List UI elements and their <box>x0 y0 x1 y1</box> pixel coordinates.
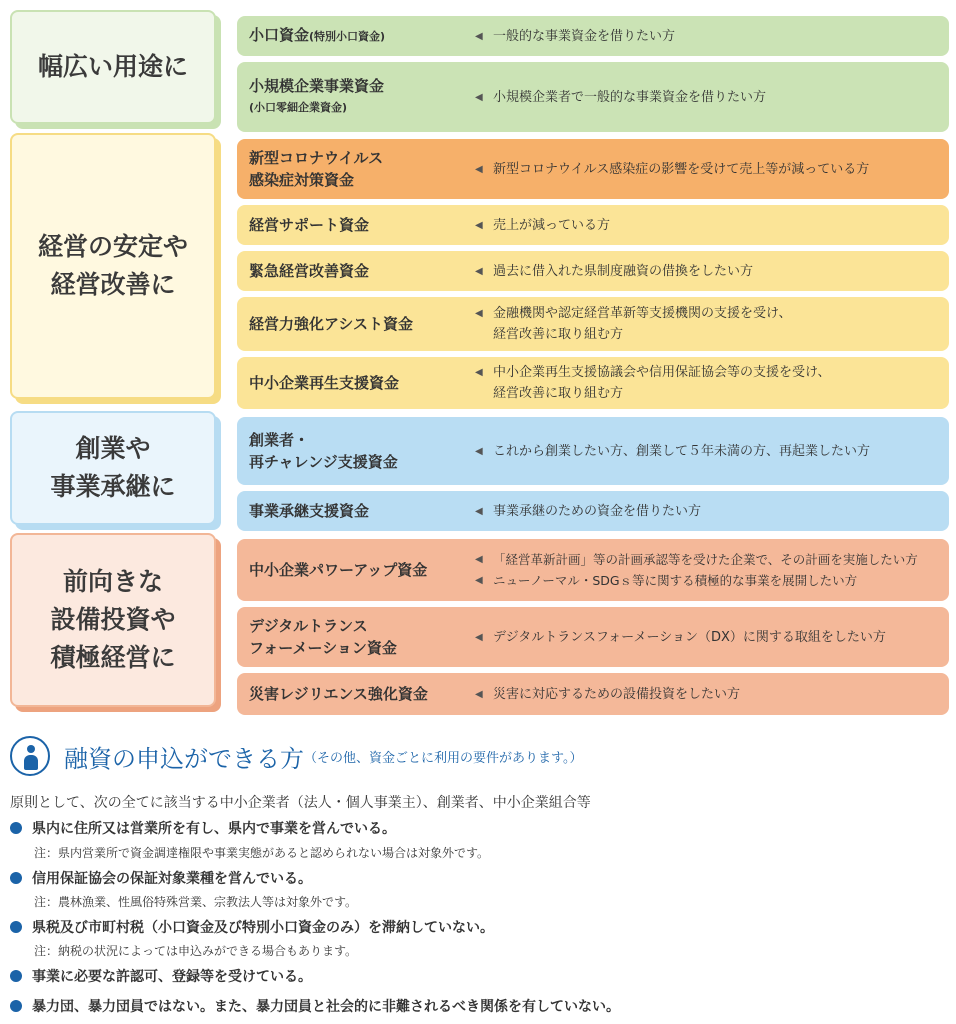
fund-description: ◀ 過去に借入れた県制度融資の借換をしたい方 <box>475 261 949 282</box>
fund-row[interactable] <box>237 539 949 601</box>
fund-row[interactable] <box>237 16 949 56</box>
bullet-dot-icon <box>10 1000 22 1012</box>
fund-row[interactable] <box>237 62 949 132</box>
fund-name: 事業承継支援資金 <box>249 502 370 520</box>
bullet-dot-icon <box>10 970 22 982</box>
triangle-left-icon: ◀ <box>475 308 483 319</box>
fund-description: ◀ 新型コロナウイルス感染症の影響を受けて売上等が減っている方 <box>475 159 949 180</box>
group-startup <box>10 411 956 535</box>
triangle-left-icon: ◀ <box>475 265 483 277</box>
requirements-intro: 原則として、次の全てに該当する中小企業者（法人・個人事業主）、創業者、中小企業組合等 <box>10 795 591 811</box>
fund-name: 中小企業パワーアップ資金 <box>249 561 428 579</box>
fund-name: 小規模企業事業資金 (小口零細企業資金) <box>249 77 385 114</box>
triangle-left-icon: ◀ <box>475 505 483 517</box>
group-stability <box>10 133 956 409</box>
fund-description: ◀ 事業承継のための資金を借りたい方 <box>475 501 949 522</box>
fund-description: ◀ 売上が減っている方 <box>475 215 949 236</box>
fund-row[interactable] <box>237 417 949 485</box>
fund-row[interactable] <box>237 607 949 667</box>
category-label: 幅広い用途に <box>10 10 216 124</box>
fund-name: 中小企業再生支援資金 <box>249 374 400 392</box>
fund-row[interactable] <box>237 251 949 291</box>
fund-name: 新型コロナウイルス 感染症対策資金 <box>249 149 384 189</box>
requirement-item: 暴力団、暴力団員ではない。また、暴力団員と社会的に非難されるべき関係を有していない。 <box>10 996 620 1016</box>
fund-name: デジタルトランス フォーメーション資金 <box>249 617 397 657</box>
fund-description: ◀ 金融機関や認定経営革新等支援機関の支援を受け、 経営改善に取り組む方 <box>475 303 949 345</box>
fund-name: 小口資金(特別小口資金) <box>249 26 386 44</box>
category-label: 経営の安定や 経営改善に <box>10 133 216 399</box>
triangle-left-icon: ◀ <box>475 575 483 586</box>
group-general-use <box>10 10 956 128</box>
fund-name: 経営サポート資金 <box>249 216 370 234</box>
fund-description: ◀ 一般的な事業資金を借りたい方 <box>475 26 949 47</box>
requirement-note: 注：農林漁業、性風俗特殊営業、宗教法人等は対象外です。 <box>34 895 358 909</box>
fund-description: ◀ 災害に対応するための設備投資をしたい方 <box>475 684 949 705</box>
triangle-left-icon: ◀ <box>475 163 483 175</box>
fund-name: 災害レジリエンス強化資金 <box>249 685 428 703</box>
requirement-item: 事業に必要な許認可、登録等を受けている。 <box>10 966 312 986</box>
requirements-title: 融資の申込ができる方 <box>64 744 304 773</box>
triangle-left-icon: ◀ <box>475 30 483 42</box>
fund-row[interactable] <box>237 491 949 531</box>
triangle-left-icon: ◀ <box>475 688 483 700</box>
person-icon <box>10 736 50 776</box>
bullet-dot-icon <box>10 921 22 933</box>
requirement-note: 注：県内営業所で資金調達権限や事業実態があると認められない場合は対象外です。 <box>34 846 490 860</box>
requirement-note: 注：納税の状況によっては申込みができる場合もあります。 <box>34 944 358 958</box>
category-label: 創業や 事業承継に <box>10 411 216 525</box>
bullet-dot-icon <box>10 872 22 884</box>
fund-description: ◀ デジタルトランスフォーメーション（DX）に関する取組をしたい方 <box>475 627 949 648</box>
requirement-item: 県内に住所又は営業所を有し、県内で事業を営んでいる。 <box>10 818 396 838</box>
fund-description: ◀ 「経営革新計画」等の計画承認等を受けた企業で、その計画を実施したい方 ◀ ニューノーマル・SDGｓ等に関する積極的な事業を展開したい方 <box>475 549 949 591</box>
fund-description: ◀ 中小企業再生支援協議会や信用保証協会等の支援を受け、 経営改善に取り組む方 <box>475 362 949 404</box>
triangle-left-icon: ◀ <box>475 219 483 231</box>
requirements-note: （その他、資金ごとに利用の要件があります。） <box>304 750 583 766</box>
triangle-left-icon: ◀ <box>475 631 483 643</box>
requirements-header <box>10 734 582 778</box>
fund-row[interactable] <box>237 205 949 245</box>
fund-description: ◀ 小規模企業者で一般的な事業資金を借りたい方 <box>475 87 949 108</box>
triangle-left-icon: ◀ <box>475 554 483 565</box>
triangle-left-icon: ◀ <box>475 367 483 378</box>
bullet-dot-icon <box>10 822 22 834</box>
fund-description: ◀ これから創業したい方、創業して５年未満の方、再起業したい方 <box>475 441 949 462</box>
requirement-item: 信用保証協会の保証対象業種を営んでいる。 <box>10 868 312 888</box>
fund-row[interactable] <box>237 673 949 715</box>
triangle-left-icon: ◀ <box>475 445 483 457</box>
fund-row[interactable] <box>237 357 949 409</box>
group-investment <box>10 533 956 719</box>
category-label: 前向きな 設備投資や 積極経営に <box>10 533 216 707</box>
fund-row[interactable] <box>237 297 949 351</box>
fund-name: 創業者・ 再チャレンジ支援資金 <box>249 431 398 471</box>
fund-row[interactable] <box>237 139 949 199</box>
requirement-item: 県税及び市町村税（小口資金及び特別小口資金のみ）を滞納していない。 <box>10 917 494 937</box>
triangle-left-icon: ◀ <box>475 91 483 103</box>
fund-name: 経営力強化アシスト資金 <box>249 315 413 333</box>
fund-name: 緊急経営改善資金 <box>249 262 370 280</box>
